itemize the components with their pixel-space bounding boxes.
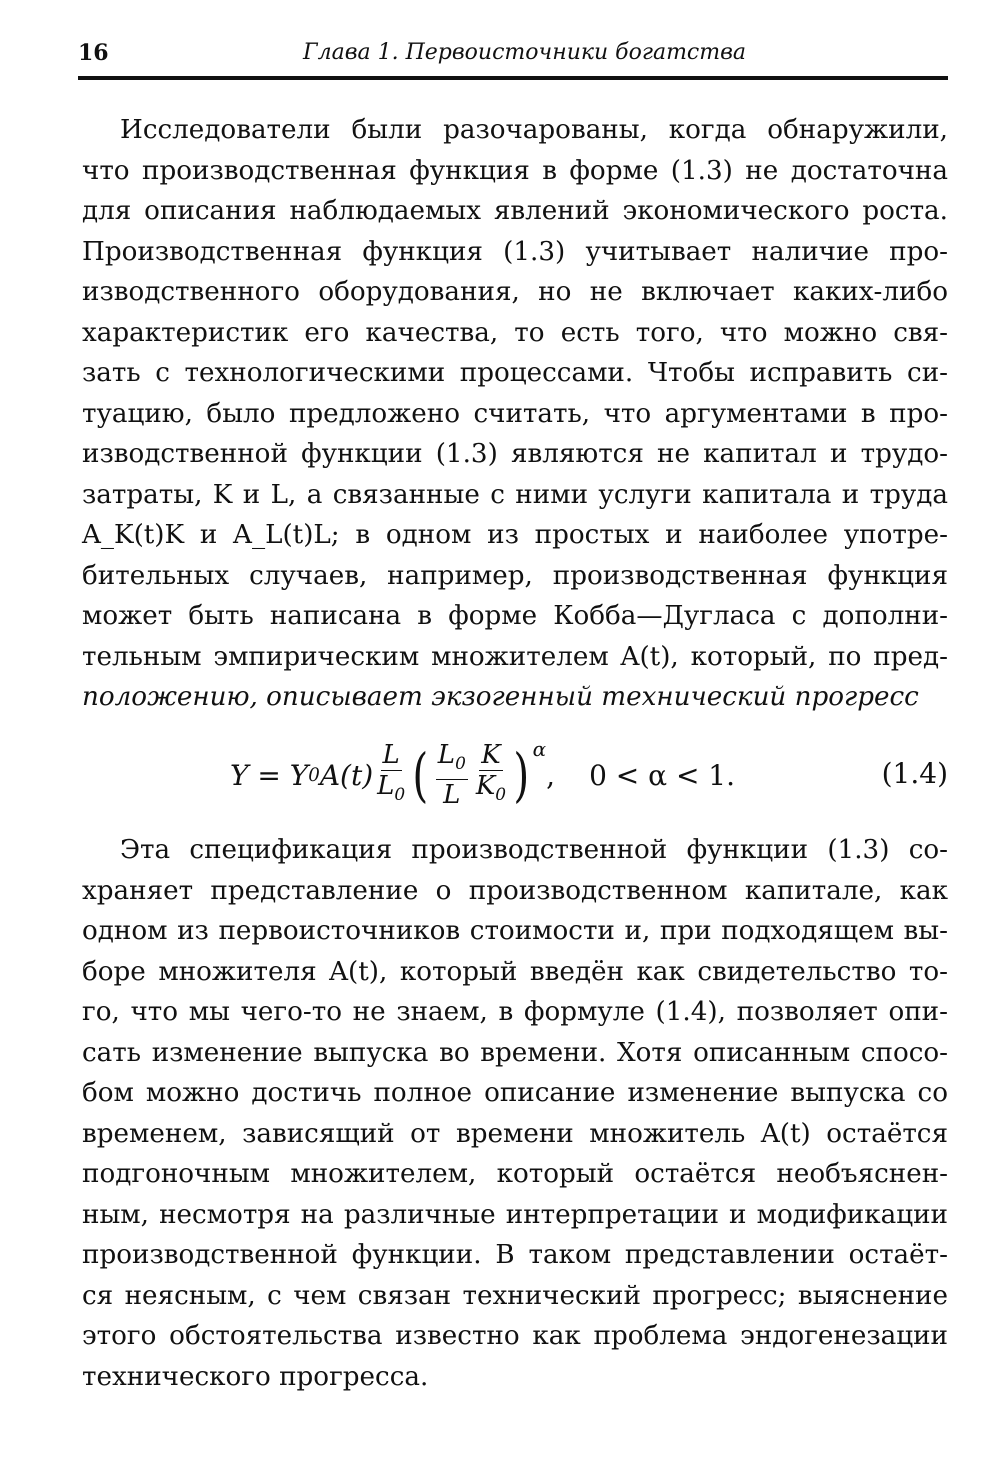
text-line: туацию, было предложено считать, что аргументами в про- [82,398,948,429]
text-line: этого обстоятельства известно как проблема эндогенезации [82,1321,948,1351]
paragraph-1 [82,110,948,718]
header-rule [78,76,948,80]
text-line: изводственного оборудования, но не включает каких-либо [82,277,948,307]
running-title: Глава 1. Первоисточники богатства [303,40,747,65]
text-line: технического прогресса. [82,1361,429,1392]
text-line: ся неясным, с чем связан технический прогресс; выяснение [82,1280,948,1311]
text-line: зать с технологическими процессами. Чтобы исправить си- [82,358,948,388]
frac-num: L [382,740,400,771]
text-line: подгоночным множителем, который остаётся необъяснен- [82,1159,948,1189]
eq-sub: 0 [308,764,320,786]
text-line: характеристик его качества, то есть того, что можно свя- [82,317,948,348]
right-paren: ) [513,741,530,809]
text-line: A_K(t)K и A_L(t)L; в одном из простых и наиболее употре- [82,520,948,550]
frac-num: K [481,740,501,771]
equation-number: (1.4) [881,757,948,790]
text-line: боре множителя A(t), который введён как свидетельство то- [82,956,948,987]
text-line: производственной функции. В таком представлении остаёт- [82,1240,948,1270]
text-line: что производственная функция в форме (1.3) не достаточна [82,155,948,186]
text-line: для описания наблюдаемых явлений экономического роста. [82,196,948,226]
text-line: Исследователи были разочарованы, когда обнаружили, [120,115,948,145]
fraction [377,740,405,809]
page-header [78,40,948,74]
page-number: 16 [78,40,109,66]
text-line: бительных случаев, например, производственная функция [82,560,948,591]
text-line: тельным эмпирическим множителем A(t), который, по пред- [82,641,948,672]
equation-1-4: Y = Y 0 A(t) $\frac{L}{L_0}$ ( $\frac{L_0}{L}$ $\frac{K}{K_0}$ ) α , 0 < α < 1. (1.4) [230,737,948,810]
text-line: одном из первоисточников стоимости и, при подходящем вы- [82,916,948,946]
text-line: Производственная функция (1.3) учитывает наличие про- [82,236,948,267]
eq-condition: 0 < α < 1. [589,758,736,792]
frac-den: $K_0$ [475,771,506,805]
fraction [436,740,468,809]
text-line: изводственной функции (1.3) являются не капитал и трудо- [82,439,948,469]
text-line: сать изменение выпуска во времени. Хотя описанным спосо- [82,1037,948,1068]
eq-lhs: Y = Y [230,758,309,792]
eq-at: A(t) [319,758,374,792]
text-line: Эта спецификация производственной функции (1.3) со- [120,835,948,865]
text-line: го, что мы чего-то не знаем, в формуле (1.4), позволяет опи- [82,997,948,1027]
text-line: ным, несмотря на различные интерпретации и модификации [82,1199,948,1230]
left-paren: ( [412,741,429,809]
text-line: бом можно достичь полное описание изменение выпуска со [82,1078,948,1108]
eq-exponent: α [532,737,547,761]
text-line: может быть написана в форме Кобба—Дугласа с дополни- [82,601,948,631]
frac-num: $L_0$ [436,740,468,779]
fraction [476,740,506,809]
text-line: временем, зависящий от времени множитель A(t) остаётся [82,1118,948,1149]
frac-den: L [443,779,461,810]
paragraph-2 [82,830,948,1397]
text-line: храняет представление о производственном капитале, как [82,875,948,906]
frac-den: $L_0$ [377,771,406,805]
text-line: затраты, K и L, а связанные с ними услуги капитала и труда [82,479,948,510]
text-line: положению, описывает экзогенный технический прогресс [82,682,919,712]
